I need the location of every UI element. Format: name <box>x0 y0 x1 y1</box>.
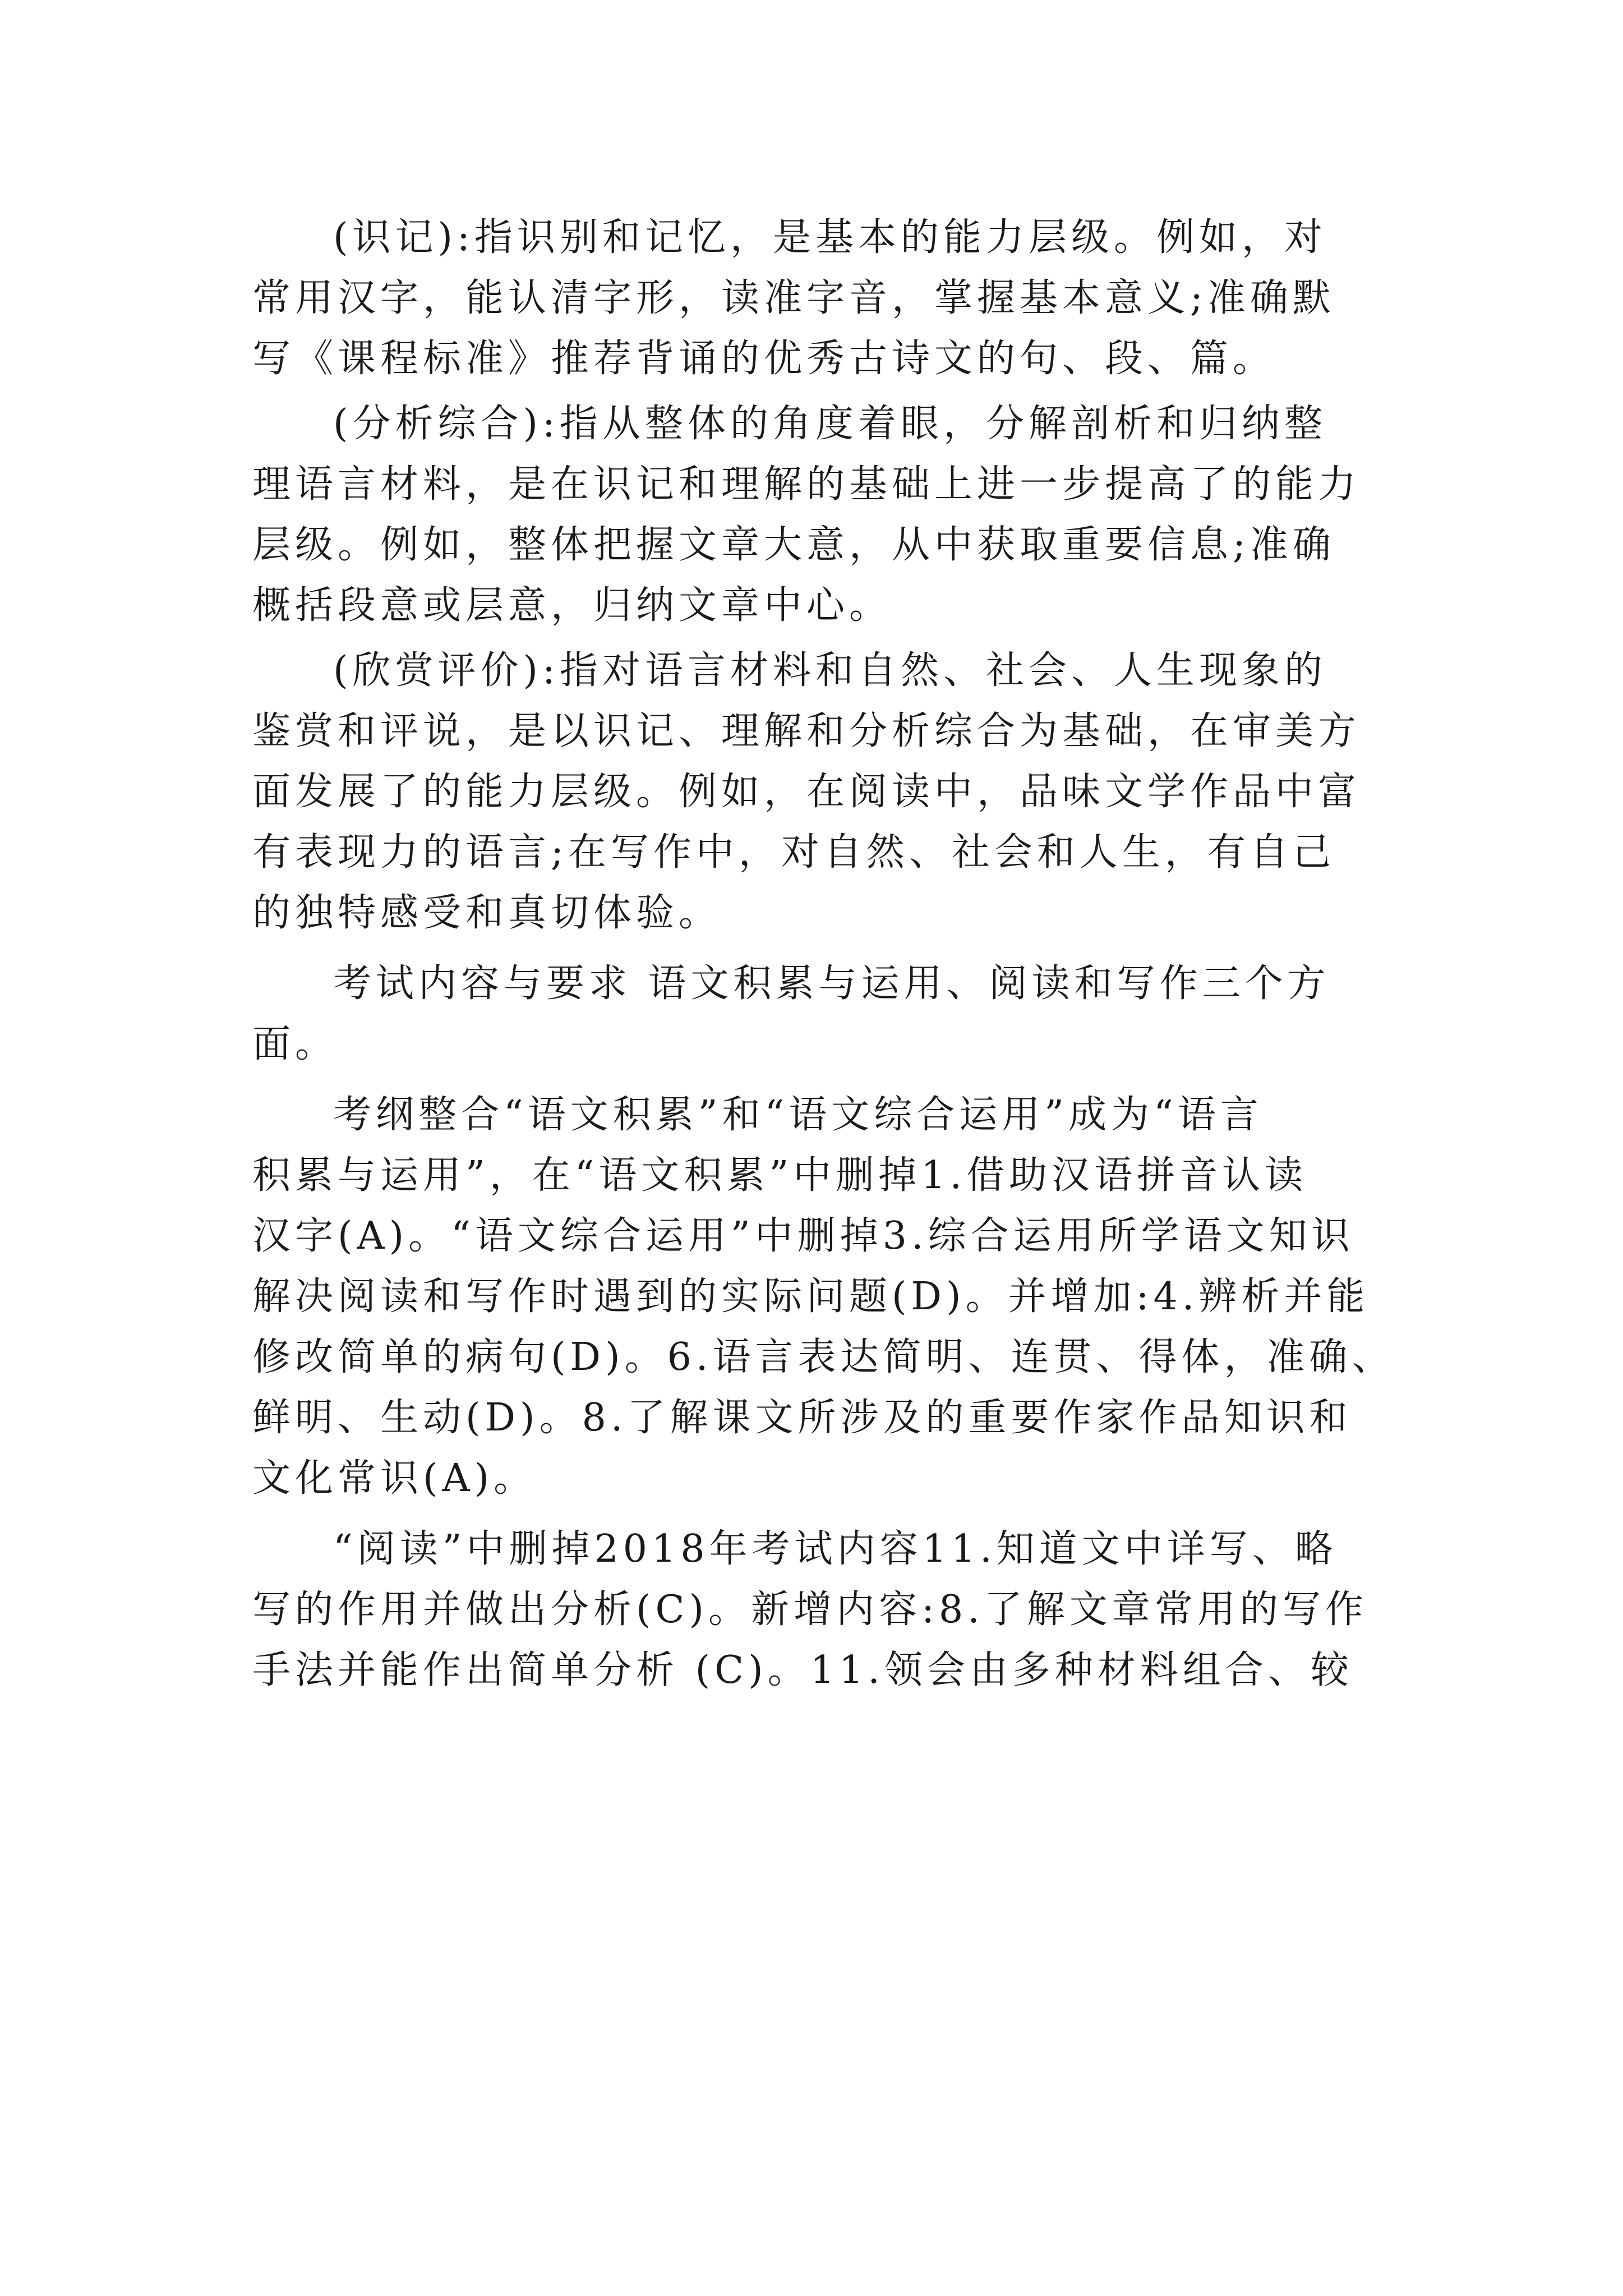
text-line: 层级。例如，整体把握文章大意，从中获取重要信息;准确 <box>252 523 1335 567</box>
text-line: “阅读”中删掉2018年考试内容11.知道文中详写、略 <box>333 1527 1338 1571</box>
text-line: 有表现力的语言;在写作中，对自然、社会和人生，有自己 <box>252 830 1335 875</box>
paragraph-memorization <box>252 208 1380 389</box>
text-line: 面发展了的能力层级。例如，在阅读中，品味文学作品中富 <box>252 770 1361 814</box>
text-line: (识记):指识别和记忆，是基本的能力层级。例如，对 <box>333 215 1327 260</box>
text-line: 解决阅读和写作时遇到的实际问题(D)。并增加:4.辨析并能 <box>252 1274 1370 1319</box>
text-line: 鉴赏和评说，是以识记、理解和分析综合为基础，在审美方 <box>252 709 1361 753</box>
text-line: (欣赏评价):指对语言材料和自然、社会、人生现象的 <box>333 648 1327 693</box>
text-line: 概括段意或层意，归纳文章中心。 <box>252 583 892 628</box>
text-line: 的独特感受和真切体验。 <box>252 891 722 935</box>
text-line: 汉字(A)。“语文综合运用”中删掉3.综合运用所学语文知识 <box>252 1214 1354 1258</box>
paragraph-syllabus-integration <box>252 1085 1395 1509</box>
text-line: 理语言材料，是在识记和理解的基础上进一步提高了的能力 <box>252 462 1361 507</box>
text-line: 手法并能作出简单分析 (C)。11.领会由多种材料组合、较 <box>252 1648 1353 1692</box>
text-line: 写的作用并做出分析(C)。新增内容:8.了解文章常用的写作 <box>252 1588 1368 1632</box>
text-line: 考试内容与要求 语文积累与运用、阅读和写作三个方 <box>333 961 1330 1006</box>
document-body <box>252 208 1395 1701</box>
text-line: 写《课程标准》推荐背诵的优秀古诗文的句、段、篇。 <box>252 337 1276 381</box>
paragraph-exam-content <box>252 954 1380 1075</box>
text-line: 面。 <box>252 1022 338 1066</box>
text-line: 积累与运用”，在“语文积累”中删掉1.借助汉语拼音认读 <box>252 1153 1308 1198</box>
paragraph-reading-changes <box>252 1519 1380 1701</box>
text-line: (分析综合):指从整体的角度着眼，分解剖析和归纳整 <box>333 402 1327 446</box>
text-line: 常用汉字，能认清字形，读准字音，掌握基本意义;准确默 <box>252 276 1335 320</box>
text-line: 修改简单的病句(D)。6.语言表达简明、连贯、得体，准确、 <box>252 1335 1395 1379</box>
text-line: 文化常识(A)。 <box>252 1456 537 1501</box>
paragraph-analysis-synthesis <box>252 394 1380 636</box>
paragraph-appreciation-evaluation <box>252 641 1380 944</box>
text-line: 考纲整合“语文积累”和“语文综合运用”成为“语言 <box>333 1093 1263 1137</box>
text-line: 鲜明、生动(D)。8.了解课文所涉及的重要作家作品知识和 <box>252 1396 1352 1440</box>
